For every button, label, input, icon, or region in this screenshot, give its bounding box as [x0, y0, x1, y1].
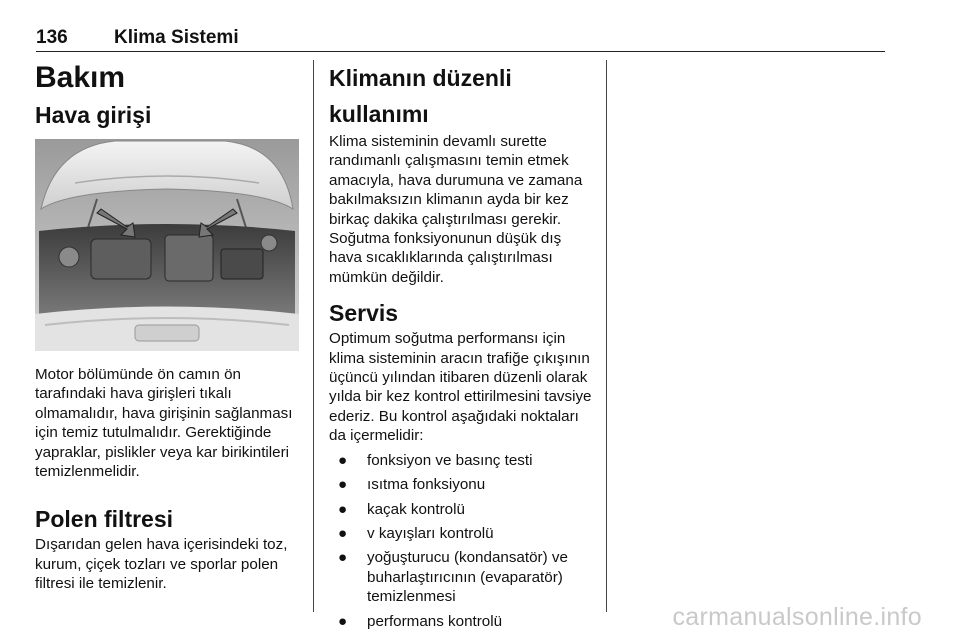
page-header [36, 26, 885, 52]
regular-use-title: Klimanın düzenli kullanımı [329, 65, 512, 127]
chapter-title: Klima Sistemi [114, 27, 239, 48]
section-title: Bakım [35, 61, 126, 94]
list-item: ● yoğuşturucu (kondansatör) ve buharlaştırıcının (evaparatör) temizlenmesi [338, 549, 568, 606]
watermark: carmanualsonline.info [672, 603, 922, 631]
air-intake-text: Motor bölümünde ön camın ön tarafındaki hava girişleri tıkalı olmamalıdır, hava girişinin sağlanması için temiz tutulmalıdır. Gerektiğinde yapraklar, pislikler veya kar birikintileri temizlenmelidir. [35, 366, 293, 481]
list-item: ● ısıtma fonksiyonu [338, 476, 486, 494]
pollen-filter-text: Dışarıdan gelen hava içerisindeki toz, kurum, çiçek tozları ve sporlar polen filtresi ile temizlenir. [35, 536, 288, 593]
service-checklist [329, 451, 597, 631]
left-column [35, 60, 303, 594]
engine-bay-photo [35, 139, 299, 351]
list-item: ● performans kontrolü [338, 612, 503, 630]
middle-column [329, 60, 597, 631]
air-intake-title: Hava girişi [35, 102, 152, 128]
column-divider-right [606, 60, 607, 612]
list-item: ● v kayışları kontrolü [338, 524, 494, 542]
pollen-filter-title: Polen filtresi [35, 506, 174, 533]
regular-use-text: Klima sisteminin devamlı surette randımanlı çalışmasını temin etmek amacıyla, hava durumuna ve zamana bakılmaksızın klimanın ayda bir kez birkaç dakika çalıştırılması gerekir. Soğutma fonksiyonunun düşük dış hava sıcaklıklarında çalıştırılması mümkün değildir. [329, 133, 583, 286]
list-item: ● kaçak kontrolü [338, 500, 465, 518]
column-divider-left [313, 60, 314, 612]
page-number: 136 [36, 27, 68, 48]
service-title: Servis [329, 300, 399, 327]
list-item: ● fonksiyon ve basınç testi [338, 451, 533, 469]
service-text: Optimum soğutma performansı için klima sisteminin aracın trafiğe çıkışının üçüncü yılından itibaren düzenli olarak yılda bir kez kontrol ettirilmesini tavsiye ederiz. Bu kontrol aşağıdaki noktaları da içermelidir: [329, 330, 592, 445]
